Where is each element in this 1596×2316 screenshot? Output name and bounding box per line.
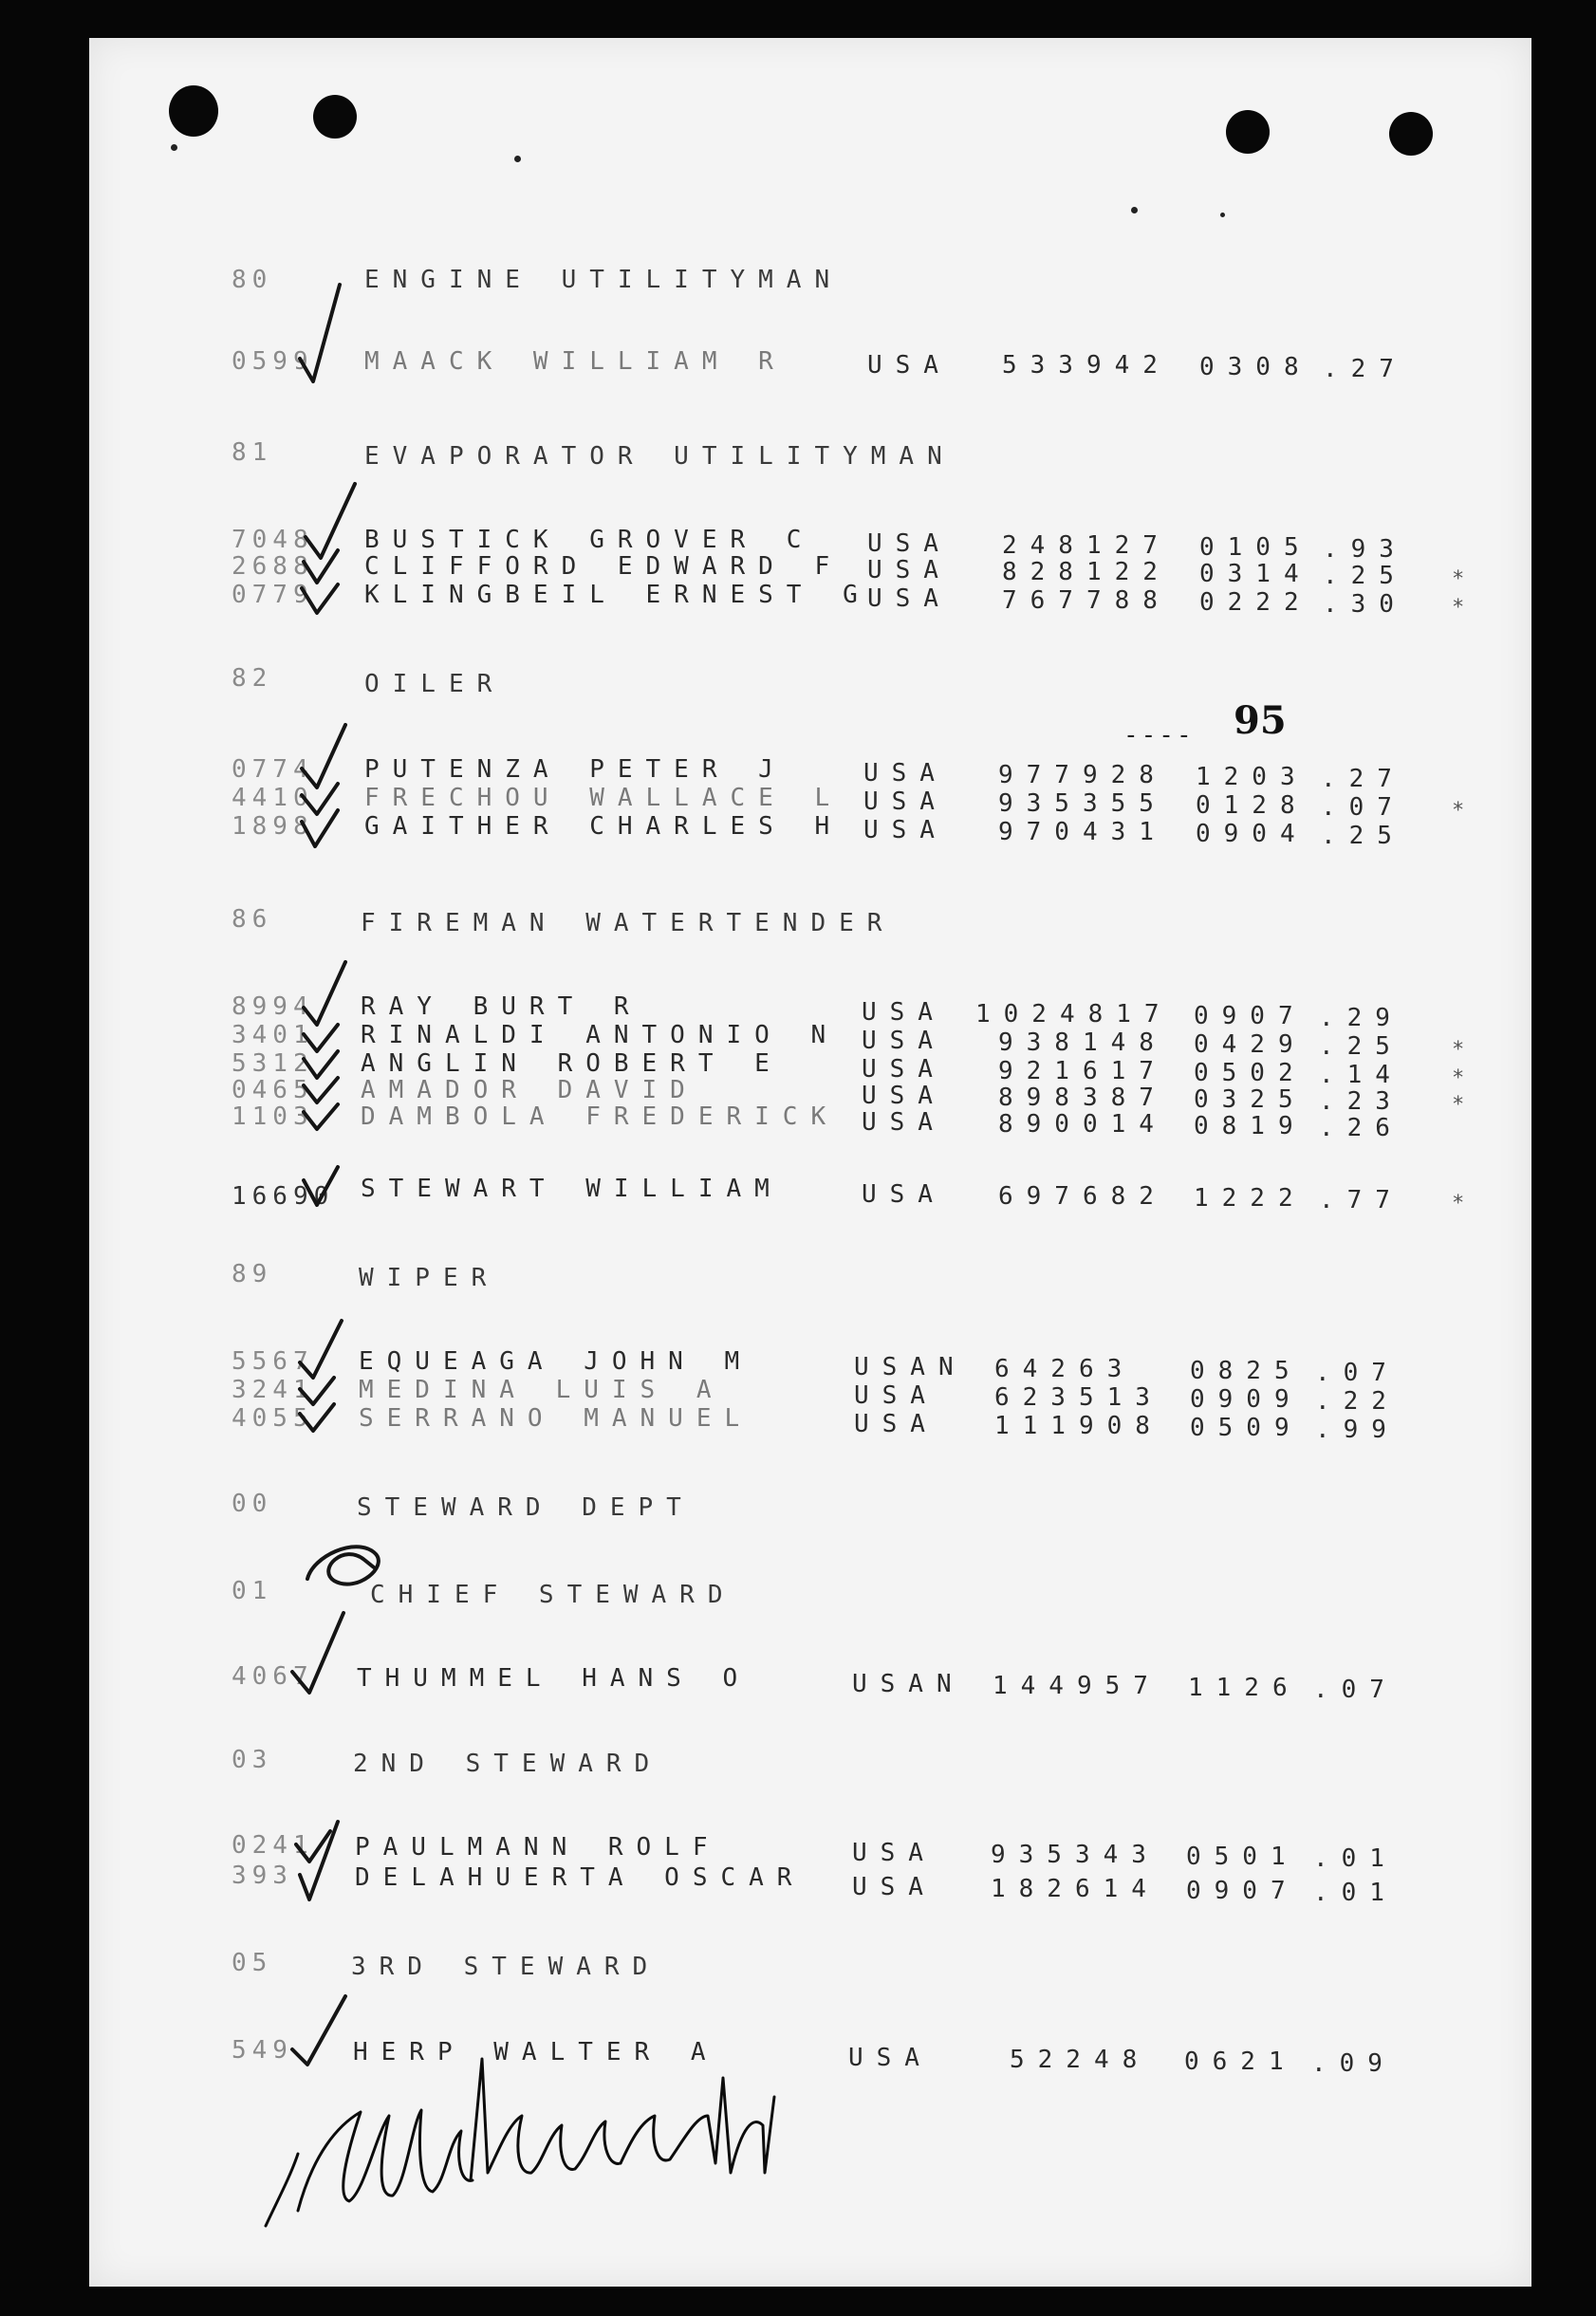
check-mark — [300, 1321, 342, 1378]
row-nationality: USA — [862, 1055, 946, 1084]
row-value: .27 — [1323, 355, 1407, 383]
row-nationality: USA — [867, 584, 952, 613]
row-name: THUMMEL HANS O — [357, 1664, 752, 1693]
row-id: 393 — [232, 1862, 293, 1890]
check-mark — [292, 1996, 345, 2065]
row-value: .93 — [1323, 535, 1407, 564]
row-nationality: USA — [867, 556, 952, 584]
initials-mark — [307, 1547, 379, 1584]
row-id: 5312 — [232, 1049, 314, 1078]
row-number: 767788 — [1002, 586, 1171, 615]
check-mark — [300, 1822, 338, 1899]
row-name: ANGLIN ROBERT E — [361, 1049, 783, 1078]
row-star: * — [1452, 1192, 1465, 1215]
section-code: 81 — [232, 438, 273, 467]
section-title: 2ND STEWARD — [353, 1750, 663, 1778]
row-star: * — [1452, 1038, 1465, 1062]
section-title: WIPER — [359, 1264, 500, 1292]
check-mark — [304, 1051, 338, 1078]
section-code: 05 — [232, 1949, 273, 1977]
row-value: .07 — [1313, 1676, 1398, 1704]
row-nationality: USAN — [854, 1353, 967, 1381]
section-title: OILER — [364, 670, 506, 698]
row-name: PUTENZA PETER J — [364, 755, 787, 784]
row-date: 1203 — [1196, 763, 1308, 791]
section-code: 03 — [232, 1746, 273, 1774]
row-value: .07 — [1321, 793, 1405, 822]
row-number: 898387 — [998, 1084, 1167, 1112]
row-date: 0819 — [1194, 1112, 1307, 1140]
row-id: 0774 — [232, 755, 314, 784]
section-title: CHIEF STEWARD — [370, 1581, 736, 1609]
row-nationality: USA — [867, 351, 952, 380]
row-name: EQUEAGA JOHN M — [359, 1347, 753, 1376]
row-nationality: USA — [862, 1027, 946, 1055]
row-value: .01 — [1313, 1844, 1398, 1873]
row-nationality: USA — [852, 1873, 937, 1901]
row-star: * — [1452, 596, 1465, 620]
row-date: 0909 — [1190, 1385, 1303, 1414]
row-number: 921617 — [998, 1057, 1167, 1085]
row-number: 1024817 — [975, 1000, 1173, 1028]
row-number: 623513 — [994, 1383, 1163, 1412]
check-mark — [302, 784, 338, 814]
check-mark — [304, 1025, 338, 1051]
row-name: SERRANO MANUEL — [359, 1404, 753, 1433]
row-date: 0501 — [1186, 1843, 1299, 1871]
row-date: 0222 — [1199, 588, 1312, 617]
row-id: 1103 — [232, 1102, 314, 1131]
row-name: DAMBOLA FREDERICK — [361, 1102, 840, 1131]
row-number: 248127 — [1002, 531, 1171, 560]
row-id: 0465 — [232, 1076, 314, 1104]
row-nationality: USA — [863, 816, 948, 844]
row-star: * — [1452, 799, 1465, 823]
row-value: .23 — [1319, 1087, 1403, 1116]
row-id: 8994 — [232, 992, 314, 1021]
section-code: 86 — [232, 905, 273, 934]
row-number: 935343 — [991, 1841, 1160, 1869]
row-id: 0779 — [232, 581, 314, 609]
row-name: DELAHUERTA OSCAR — [355, 1863, 806, 1892]
row-date: 0907 — [1194, 1002, 1307, 1030]
document-page — [89, 38, 1531, 2287]
row-name: MEDINA LUIS A — [359, 1376, 725, 1404]
row-nationality: USA — [848, 2044, 933, 2072]
row-number: 52248 — [1010, 2046, 1151, 2074]
handwriting-layer — [89, 38, 1531, 2287]
check-mark — [302, 810, 338, 846]
row-name: PAULMANN ROLF — [355, 1833, 721, 1862]
row-name: AMADOR DAVID — [361, 1076, 698, 1104]
row-value: .30 — [1323, 590, 1407, 619]
row-number: 938148 — [998, 1028, 1167, 1057]
row-date: 0128 — [1196, 791, 1308, 820]
section-title: 3RD STEWARD — [351, 1953, 661, 1981]
row-value: .09 — [1311, 2049, 1396, 2078]
section-code: 01 — [232, 1577, 273, 1605]
row-number: 890014 — [998, 1110, 1167, 1139]
row-name: RAY BURT R — [361, 992, 642, 1021]
row-number: 533942 — [1002, 351, 1171, 380]
row-id: 5567 — [232, 1347, 314, 1376]
row-nationality: USA — [863, 787, 948, 816]
row-name: GAITHER CHARLES H — [364, 812, 844, 841]
row-id: 7048 — [232, 526, 314, 554]
row-nationality: USA — [854, 1410, 938, 1438]
row-nationality: USA — [854, 1381, 938, 1410]
section-code: 82 — [232, 664, 273, 693]
row-value: .25 — [1321, 822, 1405, 850]
row-value: .26 — [1319, 1114, 1403, 1142]
row-id: 0241 — [232, 1831, 314, 1860]
row-number: 182614 — [991, 1875, 1160, 1903]
row-name: CLIFFORD EDWARD F — [364, 552, 844, 581]
stamp-dash: ---- — [1123, 721, 1195, 750]
row-date: 0825 — [1190, 1357, 1303, 1385]
signature — [266, 2059, 774, 2226]
row-id: 4055 — [232, 1404, 314, 1433]
row-value: .22 — [1315, 1387, 1400, 1416]
section-title: STEWARD DEPT — [357, 1493, 695, 1522]
check-mark — [304, 1104, 338, 1129]
row-name: RINALDI ANTONIO N — [361, 1021, 840, 1049]
section-code: 00 — [232, 1490, 273, 1518]
row-date: 0907 — [1186, 1877, 1299, 1905]
row-number: 977928 — [998, 761, 1167, 789]
row-date: 0429 — [1194, 1030, 1307, 1059]
row-number: 144957 — [993, 1672, 1161, 1700]
check-mark — [304, 1167, 338, 1205]
row-value: .14 — [1319, 1061, 1403, 1089]
row-number: 697682 — [998, 1182, 1167, 1211]
row-date: 0105 — [1199, 533, 1312, 562]
row-value: .27 — [1321, 765, 1405, 793]
row-value: .77 — [1319, 1186, 1403, 1214]
row-id: 549 — [232, 2036, 293, 2065]
check-mark — [304, 1078, 338, 1102]
row-nationality: USA — [862, 1108, 946, 1137]
row-nationality: USA — [863, 759, 948, 787]
row-date: 0308 — [1199, 353, 1312, 381]
row-nationality: USAN — [852, 1670, 965, 1698]
section-code: 89 — [232, 1260, 273, 1288]
row-star: * — [1452, 1093, 1465, 1117]
check-mark — [300, 1404, 334, 1431]
row-name: MAACK WILLIAM R — [364, 347, 787, 376]
row-nationality: USA — [867, 529, 952, 558]
row-date: 0314 — [1199, 560, 1312, 588]
row-id: 16690 — [232, 1182, 335, 1211]
check-mark — [300, 285, 340, 381]
check-mark — [302, 584, 338, 613]
row-name: BUSTICK GROVER C — [364, 526, 815, 554]
page-number-stamp: 95 — [1234, 698, 1287, 743]
row-id: 2688 — [232, 552, 314, 581]
row-date: 0509 — [1190, 1414, 1303, 1442]
row-number: 935355 — [998, 789, 1167, 818]
row-value: .01 — [1313, 1879, 1398, 1907]
row-id: 4410 — [232, 784, 314, 812]
check-mark — [292, 1613, 343, 1693]
row-date: 0904 — [1196, 820, 1308, 848]
row-name: HERP WALTER A — [353, 2038, 719, 2066]
row-value: .29 — [1319, 1004, 1403, 1032]
row-nationality: USA — [862, 1180, 946, 1209]
row-name: KLINGBEIL ERNEST G — [364, 581, 871, 609]
row-id: 1898 — [232, 812, 314, 841]
row-star: * — [1452, 567, 1465, 591]
row-id: 3401 — [232, 1021, 314, 1049]
check-mark — [304, 962, 345, 1025]
row-value: .99 — [1315, 1416, 1400, 1444]
row-value: .07 — [1315, 1359, 1400, 1387]
section-title: FIREMAN WATERTENDER — [361, 909, 896, 937]
row-id: 3241 — [232, 1376, 314, 1404]
row-number: 111908 — [994, 1412, 1163, 1440]
check-mark — [302, 725, 345, 787]
row-number: 828122 — [1002, 558, 1171, 586]
row-number: 64263 — [994, 1355, 1136, 1383]
row-name: FRECHOU WALLACE L — [364, 784, 844, 812]
section-code: 80 — [232, 266, 273, 294]
row-date: 0502 — [1194, 1059, 1307, 1087]
row-value: .25 — [1323, 562, 1407, 590]
row-date: 1126 — [1188, 1674, 1301, 1702]
row-date: 0621 — [1184, 2047, 1297, 2076]
row-date: 0325 — [1194, 1085, 1307, 1114]
row-number: 970431 — [998, 818, 1167, 846]
row-id: 4067 — [232, 1662, 314, 1691]
row-nationality: USA — [862, 1082, 946, 1110]
row-date: 1222 — [1194, 1184, 1307, 1213]
section-title: EVAPORATOR UTILITYMAN — [364, 442, 956, 471]
row-star: * — [1452, 1066, 1465, 1090]
row-id: 0599 — [232, 347, 314, 376]
row-nationality: USA — [852, 1839, 937, 1867]
check-mark — [306, 484, 355, 558]
row-name: STEWART WILLIAM — [361, 1175, 783, 1203]
row-nationality: USA — [862, 998, 946, 1027]
check-mark — [300, 1378, 334, 1404]
section-title: ENGINE UTILITYMAN — [364, 266, 844, 294]
row-value: .25 — [1319, 1032, 1403, 1061]
